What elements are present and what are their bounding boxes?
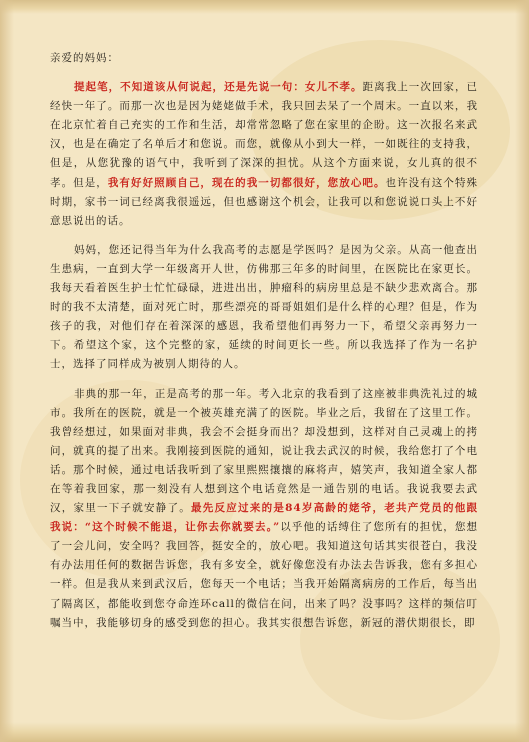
highlight-text: 提起笔，不知道该从何说起，还是先说一句：女儿不孝。	[74, 81, 363, 94]
body-text: 以乎他的话缚住了您所有的担忧，您想了一会儿问，安全吗？我回答，挺安全的，放心吧。我知道这句话其实很苍白，我没有办法用任何的数据告诉您，我有多安全，就好像您没有办法去告诉我，您有多担心一样。但是我从来到武汉后，您每天一个电话；当我开始隔离病房的工作后，每当出了隔离区，都能收到您夺命连环call的微信在问，出来了吗？没事吗？这样的频信叮嘱当中，我能够切身的感受到您的担心。我其实很想告诉您，新冠的潜伏期很长，即	[50, 521, 478, 629]
body-text: 也许没有这个特殊时期，家书一词已经离我很遥远，但也感谢这个机会，让我可以和您说说口头上不好意思说出的话。	[50, 176, 479, 227]
highlight-text: 最先反应过来的是84岁高龄的姥爷，老共产党员的他跟我说：“这个时候不能退，让你去你就要去。”	[50, 502, 478, 534]
highlight-text: 我有好好照顾自己，现在的我一切都很好，您放心吧。	[107, 176, 386, 189]
paragraph-3	[50, 385, 478, 633]
paragraph-1	[50, 78, 478, 231]
letter-body	[50, 49, 478, 633]
letter-salutation: 亲爱的妈妈：	[50, 52, 119, 64]
paragraph-2: 妈妈，您还记得当年为什么我高考的志愿是学医吗？是因为父亲。从高一他查出生患病，一直到大学一年级离开人世，仿佛那三年多的时间里，在医院比在家更长。我每天看着医生护士忙忙碌碌，进进出出，肿瘤科的病房里总是不缺少悲欢离合。那时的我不太清楚，面对死亡时，那些漂亮的哥哥姐姐们是什么样的心理？但是，作为孩子的我，对他们存在着深深的感恩，我希望他们再努力一下，希望父亲再努力一下。希望这个家，这个完整的家，延续的时间更长一些。所以我选择了作为一名护士，选择了同样成为被别人期待的人。	[50, 243, 478, 371]
paper-edge-right	[515, 0, 529, 742]
paper-edge-bottom	[0, 722, 529, 742]
body-text: 非典的那一年，正是高考的那一年。考入北京的我看到了这座被非典洗礼过的城市。我所在的医院，就是一个被英雄充满了的医院。毕业之后，我留在了这里工作。我曾经想过，如果面对非典，我会不会挺身而出？却没想到，这样对自己灵魂上的拷问，就真的提了出来。我刚接到医院的通知，说让我去武汉的时候，我给您打了个电话。那个时候，通过电话我听到了家里熙熙攘攘的麻将声，嬉笑声，我知道全家人都在等着我回家，那一刻没有人想到这个电话竟然是一通告别的电话。我说我要去武汉，家里一下子就安静了。	[50, 387, 478, 515]
paper-edge-top	[0, 0, 529, 14]
body-text: 距离我上一次回家，已经快一年了。而那一次也是因为姥姥做手术，我只回去呆了一个周末。一直以来，我在北京忙着自己充实的工作和生活，却常常忽略了您在家里的企盼。这一次报名来武汉，也是在确定了名单后才和您说。而您，就像从小到大一样，一如既往的支持我，但是，从您犹豫的语气中，我听到了深深的担忧。从这个方面来说，女儿真的很不孝。但是，	[50, 81, 479, 189]
paper-edge-left	[0, 0, 14, 742]
